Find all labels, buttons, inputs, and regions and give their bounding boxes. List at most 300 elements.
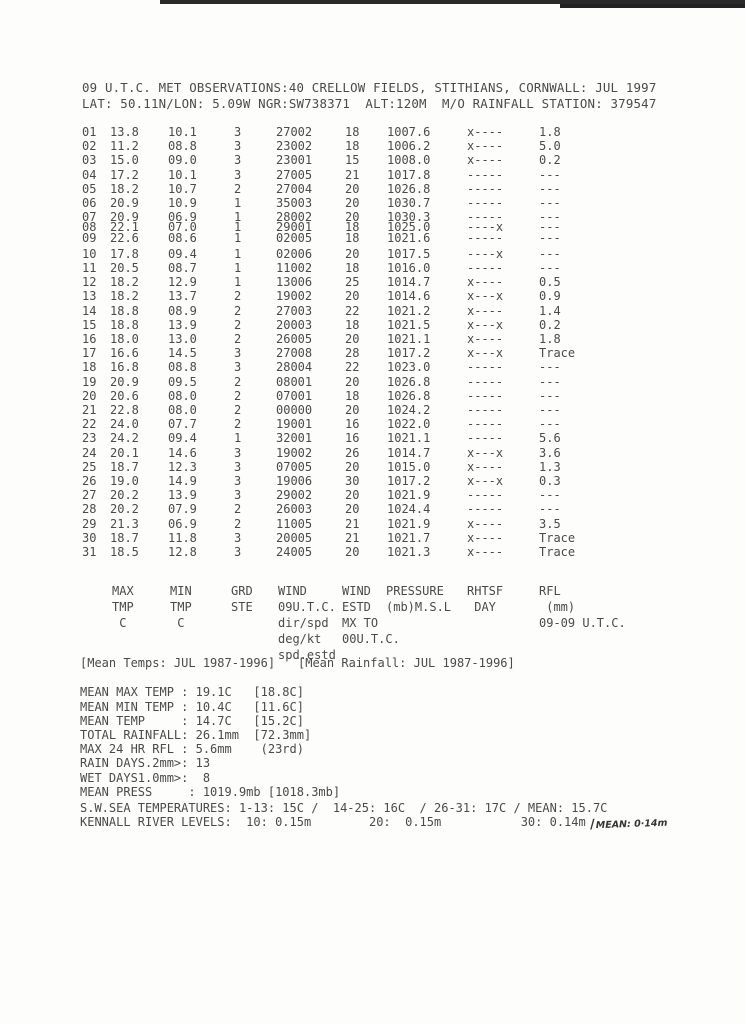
cell-rhtsf: x---- xyxy=(467,303,504,318)
cell-min-temp: 10.1 xyxy=(168,125,197,139)
cell-rhtsf: ----- xyxy=(467,431,504,446)
cell-max-temp: 18.5 xyxy=(110,545,139,559)
cell-wind: 07001 xyxy=(276,388,313,403)
cell-min-temp: 09.0 xyxy=(168,153,197,168)
cell-rhtsf: x---- xyxy=(467,530,504,545)
summary-line: MAX 24 HR RFL : 5.6mm (23rd) xyxy=(80,742,304,756)
cell-min-temp: 08.8 xyxy=(168,139,197,154)
cell-day: 12 xyxy=(82,275,97,290)
cell-rainfall: Trace xyxy=(539,530,576,545)
cell-ground-state: 3 xyxy=(234,545,242,559)
cell-ground-state: 2 xyxy=(234,502,242,517)
cell-wind-max: 25 xyxy=(345,275,360,290)
cell-wind: 26005 xyxy=(276,332,313,346)
cell-wind: 27003 xyxy=(276,303,313,318)
cell-min-temp: 06.9 xyxy=(168,516,197,531)
cell-wind-max: 21 xyxy=(345,167,360,182)
summary-line: MEAN MIN TEMP : 10.4C [11.6C] xyxy=(80,700,304,714)
cell-rhtsf: x---x xyxy=(467,474,504,488)
cell-wind: 23001 xyxy=(276,153,313,168)
cell-wind: 27004 xyxy=(276,181,313,196)
cell-pressure: 1026.8 xyxy=(387,181,431,196)
cell-rhtsf: x---x xyxy=(467,317,504,332)
cell-min-temp: 07.9 xyxy=(168,502,197,517)
cell-rainfall: --- xyxy=(539,167,561,182)
cell-ground-state: 1 xyxy=(234,220,242,235)
cell-day: 11 xyxy=(82,261,97,275)
cell-wind: 13006 xyxy=(276,275,313,290)
cell-rainfall: Trace xyxy=(539,346,576,361)
cell-rainfall: 0.3 xyxy=(539,474,561,488)
cell-ground-state: 2 xyxy=(234,516,242,531)
cell-pressure: 1021.7 xyxy=(387,530,431,545)
cell-max-temp: 20.2 xyxy=(110,502,139,517)
cell-wind-max: 20 xyxy=(345,196,360,210)
cell-wind: 28004 xyxy=(276,360,313,375)
cell-min-temp: 08.0 xyxy=(168,388,197,403)
cell-day: 27 xyxy=(82,488,97,503)
cell-day: 03 xyxy=(82,153,97,168)
cell-ground-state: 2 xyxy=(234,388,242,403)
cell-min-temp: 13.7 xyxy=(168,289,197,304)
cell-wind: 27008 xyxy=(276,346,313,361)
cell-pressure: 1017.2 xyxy=(387,346,431,361)
cell-day: 25 xyxy=(82,459,97,474)
cell-wind: 20003 xyxy=(276,317,313,332)
cell-day: 02 xyxy=(82,139,97,154)
cell-pressure: 1014.6 xyxy=(387,289,431,304)
cell-wind: 19002 xyxy=(276,445,313,460)
cell-rhtsf: x---- xyxy=(467,153,504,168)
cell-ground-state: 2 xyxy=(234,417,242,432)
cell-max-temp: 20.6 xyxy=(110,388,139,403)
cell-rainfall: 5.6 xyxy=(539,431,561,446)
cell-min-temp: 12.9 xyxy=(168,275,197,290)
cell-wind-max: 18 xyxy=(345,220,360,235)
cell-ground-state: 1 xyxy=(234,261,242,275)
cell-max-temp: 13.8 xyxy=(110,125,139,139)
cell-rhtsf: x---- xyxy=(467,125,504,139)
cell-max-temp: 18.8 xyxy=(110,317,139,332)
cell-ground-state: 3 xyxy=(234,346,242,361)
cell-min-temp: 09.5 xyxy=(168,374,197,389)
cell-max-temp: 22.8 xyxy=(110,403,139,417)
cell-ground-state: 3 xyxy=(234,125,242,139)
cell-ground-state: 1 xyxy=(234,431,242,446)
cell-min-temp: 13.9 xyxy=(168,488,197,503)
cell-wind-max: 22 xyxy=(345,360,360,375)
cell-ground-state: 1 xyxy=(234,246,242,261)
cell-wind-max: 18 xyxy=(345,388,360,403)
summary-line: WET DAYS1.0mm>: 8 xyxy=(80,771,211,785)
cell-wind-max: 28 xyxy=(345,346,360,361)
cell-rhtsf: x---x xyxy=(467,445,504,460)
cell-rhtsf: x---- xyxy=(467,516,504,531)
cell-pressure: 1017.2 xyxy=(387,474,431,488)
col-pressure: PRESSURE (mb)M.S.L xyxy=(386,584,452,614)
cell-rainfall: --- xyxy=(539,374,561,389)
cell-min-temp: 10.7 xyxy=(168,181,197,196)
cell-max-temp: 20.1 xyxy=(110,445,139,460)
col-wind-max: WIND ESTD MX TO 00U.T.C. xyxy=(342,584,400,646)
cell-rainfall: 1.4 xyxy=(539,303,561,318)
cell-max-temp: 20.9 xyxy=(110,374,139,389)
cell-pressure: 1021.5 xyxy=(387,317,431,332)
cell-pressure: 1021.3 xyxy=(387,545,431,559)
cell-ground-state: 2 xyxy=(234,317,242,332)
cell-max-temp: 15.0 xyxy=(110,153,139,168)
summary-line: TOTAL RAINFALL: 26.1mm [72.3mm] xyxy=(80,728,312,742)
cell-min-temp: 09.4 xyxy=(168,246,197,261)
cell-day: 29 xyxy=(82,516,97,531)
handwritten-annotation: / MEAN: 0·14m xyxy=(590,815,668,833)
cell-day: 24 xyxy=(82,445,97,460)
col-rainfall: RFL (mm) 09-09 U.T.C. xyxy=(539,584,626,630)
cell-rhtsf: ----- xyxy=(467,403,504,417)
cell-rainfall: 0.2 xyxy=(539,317,561,332)
cell-min-temp: 08.9 xyxy=(168,303,197,318)
cell-rhtsf: ----- xyxy=(467,388,504,403)
summary-line: MEAN PRESS : 1019.9mb [1018.3mb] xyxy=(80,785,341,799)
cell-rhtsf: ----- xyxy=(467,210,504,225)
cell-day: 19 xyxy=(82,374,97,389)
cell-max-temp: 17.2 xyxy=(110,167,139,182)
cell-rainfall: 1.8 xyxy=(539,125,561,139)
col-max-temp: MAX TMP C xyxy=(112,584,134,630)
cell-day: 13 xyxy=(82,289,97,304)
cell-pressure: 1014.7 xyxy=(387,445,431,460)
cell-rainfall: --- xyxy=(539,417,561,432)
cell-wind-max: 20 xyxy=(345,210,360,225)
cell-rhtsf: ----- xyxy=(467,502,504,517)
cell-rainfall: --- xyxy=(539,181,561,196)
cell-wind-max: 16 xyxy=(345,417,360,432)
cell-rhtsf: x---x xyxy=(467,289,504,304)
summary-line: MEAN MAX TEMP : 19.1C [18.8C] xyxy=(80,685,304,699)
cell-rainfall: --- xyxy=(539,196,561,210)
cell-wind: 07005 xyxy=(276,459,313,474)
cell-wind-max: 20 xyxy=(345,488,360,503)
cell-wind: 19006 xyxy=(276,474,313,488)
cell-min-temp: 08.6 xyxy=(168,230,197,245)
cell-rhtsf: x---x xyxy=(467,346,504,361)
cell-rainfall: Trace xyxy=(539,545,576,559)
cell-rainfall: --- xyxy=(539,488,561,503)
cell-ground-state: 2 xyxy=(234,332,242,346)
cell-wind-max: 20 xyxy=(345,403,360,417)
cell-day: 26 xyxy=(82,474,97,488)
cell-rainfall: --- xyxy=(539,388,561,403)
cell-pressure: 1021.2 xyxy=(387,303,431,318)
cell-max-temp: 20.9 xyxy=(110,196,139,210)
cell-wind-max: 20 xyxy=(345,545,360,559)
summary-line: RAIN DAYS.2mm>: 13 xyxy=(80,756,211,770)
cell-rainfall: 1.8 xyxy=(539,332,561,346)
cell-rhtsf: ----- xyxy=(467,196,504,210)
cell-pressure: 1022.0 xyxy=(387,417,431,432)
cell-max-temp: 19.0 xyxy=(110,474,139,488)
cell-rainfall: --- xyxy=(539,246,561,261)
cell-ground-state: 1 xyxy=(234,275,242,290)
cell-day: 16 xyxy=(82,332,97,346)
cell-ground-state: 2 xyxy=(234,289,242,304)
cell-wind: 24005 xyxy=(276,545,313,559)
cell-ground-state: 3 xyxy=(234,167,242,182)
cell-pressure: 1021.6 xyxy=(387,230,431,245)
cell-day: 06 xyxy=(82,196,97,210)
summary-line: MEAN TEMP : 14.7C [15.2C] xyxy=(80,714,304,728)
cell-rhtsf: ----- xyxy=(467,360,504,375)
cell-day: 10 xyxy=(82,246,97,261)
cell-min-temp: 10.9 xyxy=(168,196,197,210)
summary-line: KENNALL RIVER LEVELS: 10: 0.15m 20: 0.15m 30: 0.14m xyxy=(80,815,586,829)
cell-pressure: 1021.9 xyxy=(387,488,431,503)
cell-day: 23 xyxy=(82,431,97,446)
cell-max-temp: 20.9 xyxy=(110,210,139,225)
cell-pressure: 1008.0 xyxy=(387,153,431,168)
cell-pressure: 1024.4 xyxy=(387,502,431,517)
cell-ground-state: 1 xyxy=(234,196,242,210)
cell-rainfall: --- xyxy=(539,210,561,225)
cell-pressure: 1021.1 xyxy=(387,431,431,446)
cell-rhtsf: x---- xyxy=(467,275,504,290)
cell-day: 07 xyxy=(82,210,97,225)
note-mean-rainfall: [Mean Rainfall: JUL 1987-1996] xyxy=(298,656,515,670)
cell-ground-state: 2 xyxy=(234,374,242,389)
cell-wind-max: 20 xyxy=(345,332,360,346)
cell-wind-max: 15 xyxy=(345,153,360,168)
cell-ground-state: 2 xyxy=(234,181,242,196)
col-min-temp: MIN TMP C xyxy=(170,584,192,630)
cell-rhtsf: x---- xyxy=(467,139,504,154)
cell-rhtsf: ----- xyxy=(467,261,504,275)
cell-pressure: 1021.9 xyxy=(387,516,431,531)
cell-wind-max: 18 xyxy=(345,125,360,139)
cell-day: 01 xyxy=(82,125,97,139)
cell-ground-state: 3 xyxy=(234,360,242,375)
cell-wind-max: 20 xyxy=(345,374,360,389)
cell-wind: 19001 xyxy=(276,417,313,432)
cell-rainfall: --- xyxy=(539,403,561,417)
cell-day: 17 xyxy=(82,346,97,361)
cell-wind: 27002 xyxy=(276,125,313,139)
cell-wind-max: 21 xyxy=(345,530,360,545)
cell-wind: 00000 xyxy=(276,403,313,417)
cell-wind: 27005 xyxy=(276,167,313,182)
cell-wind: 11005 xyxy=(276,516,313,531)
cell-ground-state: 1 xyxy=(234,230,242,245)
cell-pressure: 1017.5 xyxy=(387,246,431,261)
cell-rhtsf: ----- xyxy=(467,417,504,432)
cell-max-temp: 11.2 xyxy=(110,139,139,154)
cell-pressure: 1021.1 xyxy=(387,332,431,346)
cell-wind-max: 20 xyxy=(345,181,360,196)
cell-day: 28 xyxy=(82,502,97,517)
cell-ground-state: 3 xyxy=(234,474,242,488)
cell-max-temp: 18.2 xyxy=(110,275,139,290)
cell-day: 08 xyxy=(82,220,97,235)
cell-day: 31 xyxy=(82,545,97,559)
cell-wind: 23002 xyxy=(276,139,313,154)
cell-rainfall: 5.0 xyxy=(539,139,561,154)
cell-wind-max: 26 xyxy=(345,445,360,460)
cell-rhtsf: ----- xyxy=(467,167,504,182)
cell-day: 15 xyxy=(82,317,97,332)
cell-ground-state: 3 xyxy=(234,459,242,474)
cell-wind-max: 21 xyxy=(345,516,360,531)
cell-wind: 29002 xyxy=(276,488,313,503)
cell-pressure: 1023.0 xyxy=(387,360,431,375)
cell-max-temp: 18.2 xyxy=(110,181,139,196)
cell-max-temp: 24.0 xyxy=(110,417,139,432)
cell-rainfall: 0.2 xyxy=(539,153,561,168)
cell-day: 21 xyxy=(82,403,97,417)
cell-ground-state: 3 xyxy=(234,530,242,545)
cell-pressure: 1017.8 xyxy=(387,167,431,182)
cell-day: 20 xyxy=(82,388,97,403)
cell-pressure: 1026.8 xyxy=(387,374,431,389)
cell-min-temp: 08.7 xyxy=(168,261,197,275)
cell-ground-state: 3 xyxy=(234,445,242,460)
cell-rainfall: 3.5 xyxy=(539,516,561,531)
cell-max-temp: 17.8 xyxy=(110,246,139,261)
cell-min-temp: 06.9 xyxy=(168,210,197,225)
cell-max-temp: 20.2 xyxy=(110,488,139,503)
cell-pressure: 1016.0 xyxy=(387,261,431,275)
cell-day: 05 xyxy=(82,181,97,196)
cell-ground-state: 2 xyxy=(234,403,242,417)
col-ground-state: GRD STE xyxy=(231,584,253,614)
cell-rhtsf: ----- xyxy=(467,181,504,196)
cell-wind: 02005 xyxy=(276,230,313,245)
summary-line: S.W.SEA TEMPERATURES: 1-13: 15C / 14-25: 16C / 26-31: 17C / MEAN: 15.7C xyxy=(80,801,608,815)
cell-min-temp: 14.9 xyxy=(168,474,197,488)
cell-day: 14 xyxy=(82,303,97,318)
cell-wind-max: 18 xyxy=(345,230,360,245)
cell-rainfall: 1.3 xyxy=(539,459,561,474)
cell-min-temp: 12.3 xyxy=(168,459,197,474)
cell-min-temp: 14.6 xyxy=(168,445,197,460)
cell-rhtsf: ----x xyxy=(467,246,504,261)
cell-rhtsf: x---- xyxy=(467,459,504,474)
cell-pressure: 1006.2 xyxy=(387,139,431,154)
cell-day: 09 xyxy=(82,230,97,245)
cell-wind-max: 20 xyxy=(345,502,360,517)
cell-min-temp: 13.9 xyxy=(168,317,197,332)
cell-rhtsf: x---- xyxy=(467,332,504,346)
cell-min-temp: 13.0 xyxy=(168,332,197,346)
note-mean-temps: [Mean Temps: JUL 1987-1996] xyxy=(80,656,276,670)
cell-wind-max: 18 xyxy=(345,139,360,154)
col-rhtsf: RHTSF DAY xyxy=(467,584,504,614)
cell-max-temp: 22.1 xyxy=(110,220,139,235)
cell-wind-max: 18 xyxy=(345,317,360,332)
cell-rainfall: --- xyxy=(539,502,561,517)
cell-wind: 35003 xyxy=(276,196,313,210)
cell-min-temp: 11.8 xyxy=(168,530,197,545)
cell-ground-state: 1 xyxy=(234,210,242,225)
cell-min-temp: 10.1 xyxy=(168,167,197,182)
cell-day: 30 xyxy=(82,530,97,545)
cell-ground-state: 3 xyxy=(234,139,242,154)
cell-wind: 26003 xyxy=(276,502,313,517)
cell-min-temp: 14.5 xyxy=(168,346,197,361)
cell-min-temp: 07.7 xyxy=(168,417,197,432)
cell-pressure: 1030.3 xyxy=(387,210,431,225)
cell-max-temp: 24.2 xyxy=(110,431,139,446)
cell-max-temp: 18.8 xyxy=(110,303,139,318)
cell-pressure: 1030.7 xyxy=(387,196,431,210)
cell-wind-max: 30 xyxy=(345,474,360,488)
cell-wind: 11002 xyxy=(276,261,313,275)
cell-day: 18 xyxy=(82,360,97,375)
cell-max-temp: 22.6 xyxy=(110,230,139,245)
cell-max-temp: 16.8 xyxy=(110,360,139,375)
cell-max-temp: 20.5 xyxy=(110,261,139,275)
cell-rhtsf: ----- xyxy=(467,230,504,245)
cell-ground-state: 3 xyxy=(234,153,242,168)
header-line-2: LAT: 50.11N/LON: 5.09W NGR:SW738371 ALT:120M M/O RAINFALL STATION: 379547 xyxy=(82,96,657,111)
cell-wind: 20005 xyxy=(276,530,313,545)
cell-min-temp: 07.0 xyxy=(168,220,197,235)
cell-wind-max: 16 xyxy=(345,431,360,446)
cell-rainfall: --- xyxy=(539,261,561,275)
cell-max-temp: 21.3 xyxy=(110,516,139,531)
cell-wind: 08001 xyxy=(276,374,313,389)
cell-max-temp: 18.7 xyxy=(110,530,139,545)
cell-wind: 28002 xyxy=(276,210,313,225)
col-wind-0900: WIND 09U.T.C. dir/spd deg/kt spd.estd xyxy=(278,584,336,662)
cell-ground-state: 3 xyxy=(234,488,242,503)
cell-min-temp: 08.0 xyxy=(168,403,197,417)
cell-pressure: 1025.0 xyxy=(387,220,431,235)
cell-max-temp: 18.0 xyxy=(110,332,139,346)
cell-day: 22 xyxy=(82,417,97,432)
cell-wind-max: 20 xyxy=(345,459,360,474)
cell-wind: 19002 xyxy=(276,289,313,304)
cell-wind: 32001 xyxy=(276,431,313,446)
cell-day: 04 xyxy=(82,167,97,182)
cell-wind-max: 20 xyxy=(345,289,360,304)
cell-pressure: 1024.2 xyxy=(387,403,431,417)
cell-rainfall: 0.5 xyxy=(539,275,561,290)
cell-rainfall: --- xyxy=(539,230,561,245)
cell-pressure: 1014.7 xyxy=(387,275,431,290)
cell-pressure: 1015.0 xyxy=(387,459,431,474)
cell-pressure: 1026.8 xyxy=(387,388,431,403)
cell-min-temp: 12.8 xyxy=(168,545,197,559)
cell-max-temp: 18.7 xyxy=(110,459,139,474)
cell-min-temp: 09.4 xyxy=(168,431,197,446)
cell-rainfall: 3.6 xyxy=(539,445,561,460)
cell-wind-max: 20 xyxy=(345,246,360,261)
cell-max-temp: 18.2 xyxy=(110,289,139,304)
cell-rainfall: --- xyxy=(539,360,561,375)
cell-pressure: 1007.6 xyxy=(387,125,431,139)
header-line-1: 09 U.T.C. MET OBSERVATIONS:40 CRELLOW FIELDS, STITHIANS, CORNWALL: JUL 1997 xyxy=(82,80,657,95)
cell-rhtsf: ----- xyxy=(467,374,504,389)
cell-rainfall: --- xyxy=(539,220,561,235)
cell-min-temp: 08.8 xyxy=(168,360,197,375)
cell-wind-max: 22 xyxy=(345,303,360,318)
cell-rhtsf: ----x xyxy=(467,220,504,235)
cell-ground-state: 2 xyxy=(234,303,242,318)
cell-rhtsf: ----- xyxy=(467,488,504,503)
cell-rhtsf: x---- xyxy=(467,545,504,559)
cell-max-temp: 16.6 xyxy=(110,346,139,361)
cell-rainfall: 0.9 xyxy=(539,289,561,304)
cell-wind: 29001 xyxy=(276,220,313,235)
